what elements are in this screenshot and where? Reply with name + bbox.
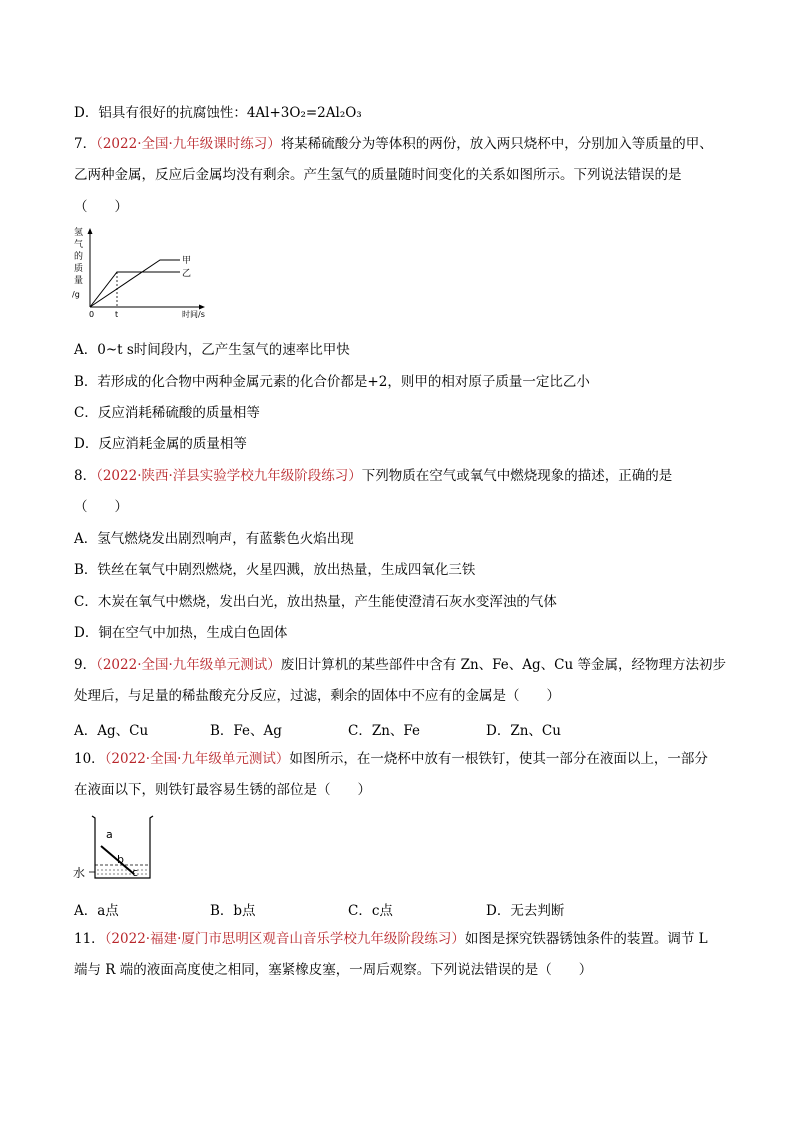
x-axis-label: 时间/s	[182, 310, 205, 319]
q11-stem1: 如图是探究铁器锈蚀条件的装置。调节 L	[464, 931, 708, 947]
q10-beaker-figure	[70, 810, 160, 885]
q7-option-c: C．反应消耗稀硫酸的质量相等	[74, 405, 260, 421]
y-label-char: 质	[74, 264, 84, 274]
q6-option-d-equation: 4Al+3O₂=2Al₂O₃	[246, 105, 362, 121]
q7-stem1: 将某稀硫酸分为等体积的两份，放入两只烧杯中，分别加入等质量的甲、	[280, 136, 713, 152]
q8-option-b: B．铁丝在氧气中剧烈燃烧，火星四溅，放出热量，生成四氧化三铁	[74, 562, 476, 578]
q8-option-d: D．铜在空气中加热，生成白色固体	[74, 625, 288, 641]
point-c-label: c	[132, 866, 139, 879]
q10-source: （2022·全国·九年级单元测试）	[104, 751, 290, 767]
q11-stem-line2: 端与 R 端的液面高度使之相同，塞紧橡皮塞，一周后观察。下列说法错误的是（ ）	[74, 962, 593, 978]
q7-hydrogen-time-graph	[70, 225, 215, 325]
t-label: t	[115, 310, 119, 319]
q10-option-a: A．a点	[74, 903, 119, 919]
q9-stem-line1	[74, 656, 726, 674]
q9-option-d: D．Zn、Cu	[486, 723, 561, 739]
series-jia-line	[90, 260, 180, 307]
q10-option-b: B．b点	[210, 903, 256, 919]
q10-number: 10．	[74, 751, 105, 767]
q8-answer-paren: （ ）	[74, 499, 128, 515]
y-label-char: /g	[72, 290, 80, 299]
q10-stem1: 如图所示，在一烧杯中放有一根铁钉，使其一部分在液面以上，一部分	[289, 751, 708, 767]
q8-option-a: A．氢气燃烧发出剧烈响声，有蓝紫色火焰出现	[74, 531, 354, 547]
q8-number: 8．	[74, 468, 97, 484]
q11-source: （2022·福建·厦门市思明区观音山音乐学校九年级阶段练习）	[104, 931, 465, 947]
q9-source: （2022·全国·九年级单元测试）	[96, 657, 281, 673]
origin-label: 0	[89, 310, 95, 319]
q10-stem-line1	[74, 750, 708, 768]
q9-stem1: 废旧计算机的某些部件中含有 Zn、Fe、Ag、Cu 等金属，经物理方法初步	[280, 657, 726, 673]
y-label-char: 氢	[74, 228, 84, 238]
x-axis-arrow	[199, 305, 205, 310]
q9-option-b: B．Fe、Ag	[210, 723, 282, 739]
water-label: 水	[73, 866, 86, 880]
legend-jia: 甲	[182, 256, 192, 266]
q7-number: 7．	[74, 136, 97, 152]
q8-stem: 下列物质在空气或氧气中燃烧现象的描述，正确的是	[361, 468, 673, 484]
y-label-char: 的	[74, 252, 84, 262]
q10-option-d: D．无去判断	[486, 903, 565, 919]
q7-option-a: A．0~t s时间段内，乙产生氢气的速率比甲快	[74, 342, 350, 358]
q6-option-d-text: D．铝具有很好的抗腐蚀性：	[74, 105, 247, 121]
q8-source: （2022·陕西·洋县实验学校九年级阶段练习）	[96, 468, 362, 484]
q7-answer-paren: （ ）	[74, 199, 128, 215]
q8-stem-line1	[74, 467, 672, 485]
q9-option-c: C．Zn、Fe	[348, 723, 421, 739]
y-axis-label	[72, 226, 83, 299]
q7-option-d: D．反应消耗金属的质量相等	[74, 436, 247, 452]
y-label-char: 气	[74, 240, 84, 250]
point-a-label: a	[106, 828, 113, 841]
q7-source: （2022·全国·九年级课时练习）	[96, 136, 281, 152]
q10-option-c: C．c点	[348, 903, 393, 919]
q7-stem-line1	[74, 135, 713, 153]
q10-stem-line2: 在液面以下，则铁钉最容易生锈的部位是（ ）	[74, 782, 371, 798]
point-b-label: b	[117, 853, 124, 866]
q11-stem-line1	[74, 930, 708, 948]
q9-option-a: A．Ag、Cu	[74, 723, 149, 739]
y-axis-arrow	[88, 228, 93, 234]
q8-option-c: C．木炭在氧气中燃烧，发出白光，放出热量，产生能使澄清石灰水变浑浊的气体	[74, 594, 557, 610]
q11-number: 11．	[74, 931, 105, 947]
q7-option-b: B．若形成的化合物中两种金属元素的化合价都是+2，则甲的相对原子质量一定比乙小	[74, 374, 590, 390]
q9-number: 9．	[74, 657, 97, 673]
q7-stem-line2: 乙两种金属，反应后金属均没有剩余。产生氢气的质量随时间变化的关系如图所示。下列说法错误的是	[74, 167, 682, 183]
y-label-char: 量	[74, 276, 84, 286]
q6-option-d	[74, 104, 362, 122]
legend-yi: 乙	[182, 269, 192, 279]
q9-stem-line2: 处理后，与足量的稀盐酸充分反应，过滤，剩余的固体中不应有的金属是（ ）	[74, 688, 560, 704]
